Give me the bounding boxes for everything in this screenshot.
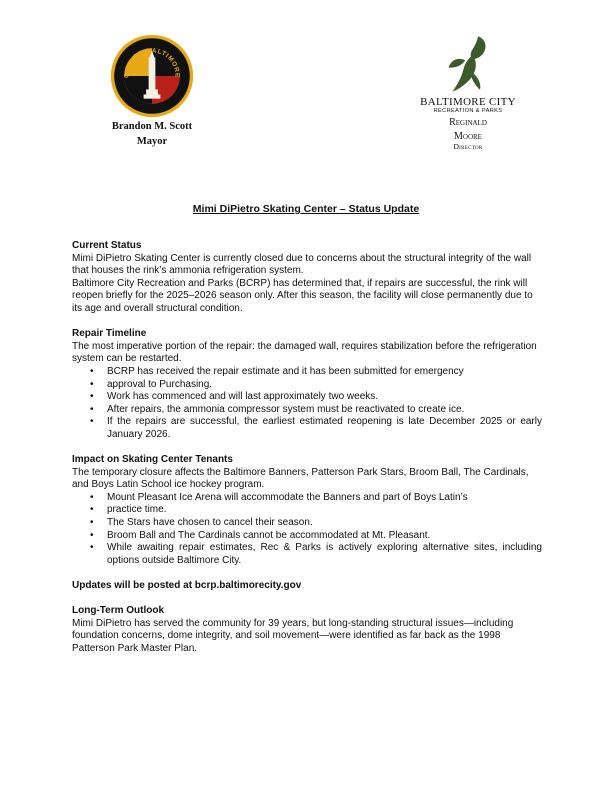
org-subtitle: RECREATION & PARKS (433, 108, 503, 114)
bullet-list (72, 492, 542, 568)
section-current-status (72, 240, 542, 316)
list-item: • Broom Ball and The Cardinals cannot be accommodated at Mt. Pleasant. (107, 530, 542, 543)
page-title: Mimi DiPietro Skating Center – Status Update (192, 203, 420, 215)
updates-notice: Updates will be posted at bcrp.baltimorecity.gov (72, 580, 302, 592)
list-item: • The Stars have chosen to cancel their season. (107, 517, 542, 530)
seal-text: CITY OF BALTIMORE (123, 47, 181, 79)
document-body (72, 240, 542, 668)
paragraph: Mimi DiPietro has served the community for 39 years, but long-standing structural issues—including foundation concerns, dome integrity, and soil movement—were identified as far back as the 1998 Patterson Park Master Plan. (72, 617, 514, 654)
director-title: Director (453, 142, 483, 151)
bcrp-block (418, 34, 518, 151)
section-repair-timeline (72, 328, 542, 441)
mayor-title: Mayor (136, 136, 168, 147)
list-item: • Mount Pleasant Ice Arena will accommodate the Banners and part of Boys Latin’s (107, 492, 542, 505)
list-item: • If the repairs are successful, the earliest estimated reopening is late December 2025 or early January 2026. (107, 416, 542, 441)
mayor-name: Brandon M. Scott (111, 121, 193, 132)
list-item: • BCRP has received the repair estimate and it has been submitted for emergency (107, 366, 542, 379)
paragraph: Mimi DiPietro Skating Center is currently closed due to concerns about the structural integrity of the wall that houses the rink’s ammonia refrigeration system. (72, 252, 532, 277)
bullet-list (72, 366, 542, 442)
paragraph: The temporary closure affects the Baltimore Banners, Patterson Park Stars, Broom Ball, The Cardinals, and Boys Latin School ice hockey program. (72, 466, 529, 491)
director-first-name: Reginald (449, 117, 487, 128)
section-heading: Current Status (72, 240, 142, 251)
org-name: BALTIMORE CITY (420, 96, 516, 108)
list-item: • After repairs, the ammonia compressor system must be reactivated to create ice. (107, 404, 542, 417)
list-item: • approval to Purchasing. (107, 379, 542, 392)
section-heading: Repair Timeline (72, 328, 147, 340)
section-impact (72, 454, 542, 567)
section-heading: Impact on Skating Center Tenants (72, 454, 233, 466)
section-heading: Long-Term Outlook (72, 605, 165, 617)
city-seal-logo (110, 34, 194, 118)
list-item: • practice time. (107, 504, 542, 517)
mayor-block (104, 34, 200, 148)
bcrp-leaf-logo (445, 34, 491, 94)
director-last-name: Moore (454, 131, 482, 142)
list-item: • Work has commenced and will last approximately two weeks. (107, 391, 542, 404)
paragraph: The most imperative portion of the repair: the damaged wall, requires stabilization before the refrigeration system can be restarted. (72, 340, 537, 365)
paragraph: Baltimore City Recreation and Parks (BCRP) has determined that, if repairs are successful, the rink will reopen briefly for the 2025–2026 season only. After this season, the facility will close permanently due to its age and overall structural condition. (72, 277, 533, 314)
section-long-term (72, 605, 542, 655)
list-item: • While awaiting repair estimates, Rec & Parks is actively exploring alternative sites, including options outside Baltimore City. (107, 542, 542, 567)
